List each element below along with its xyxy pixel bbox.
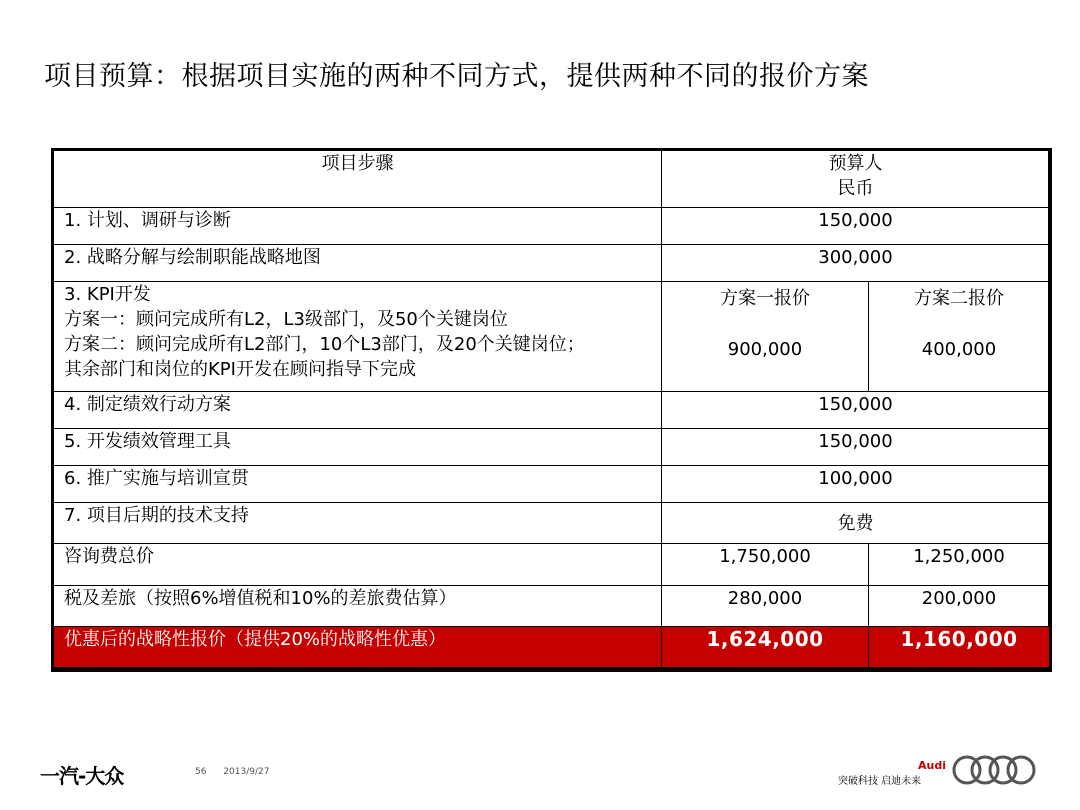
step-value: 150,000 <box>662 429 1050 466</box>
footer-date: 2013/9/27 <box>223 767 270 777</box>
header-budget-line2: 民币 <box>837 178 874 199</box>
plan2-cell <box>869 282 1050 392</box>
table-row <box>53 429 1050 466</box>
final-price-row <box>53 627 1050 668</box>
header-step: 项目步骤 <box>53 150 662 208</box>
tax-plan2: 200,000 <box>869 586 1050 627</box>
step-label: 2. 战略分解与绘制职能战略地图 <box>53 245 662 282</box>
budget-table-frame <box>51 148 1052 672</box>
plan2-label: 方案二报价 <box>914 288 1004 309</box>
audi-brand-text: Audi <box>918 759 946 772</box>
step-label: 5. 开发绩效管理工具 <box>53 429 662 466</box>
total-label: 咨询费总价 <box>53 544 662 586</box>
page-number: 56 <box>195 767 207 777</box>
step-label: 1. 计划、调研与诊断 <box>53 208 662 245</box>
audi-rings-icon <box>950 752 1038 788</box>
plan1-value: 900,000 <box>727 339 803 360</box>
header-budget-line1: 预算人 <box>828 153 883 174</box>
kpi-description <box>53 282 662 392</box>
table-row-kpi <box>53 282 1050 392</box>
header-budget <box>662 150 1050 208</box>
table-row <box>53 466 1050 503</box>
slide-title: 项目预算：根据项目实施的两种不同方式，提供两种不同的报价方案 <box>44 61 869 92</box>
plan1-cell <box>662 282 869 392</box>
plan2-value: 400,000 <box>921 339 997 360</box>
step-value: 150,000 <box>662 208 1050 245</box>
kpi-line: 方案二：顾问完成所有L2部门，10个L3部门，及20个关键岗位； <box>64 334 585 355</box>
step-value: 100,000 <box>662 466 1050 503</box>
final-label: 优惠后的战略性报价（提供20%的战略性优惠） <box>53 627 662 668</box>
table-row <box>53 208 1050 245</box>
final-plan1: 1,624,000 <box>662 627 869 668</box>
table-row <box>53 503 1050 544</box>
faw-vw-logo: 一汽-大众 <box>40 764 124 788</box>
total-row <box>53 544 1050 586</box>
step-value: 150,000 <box>662 392 1050 429</box>
table-row <box>53 245 1050 282</box>
budget-table <box>51 148 1050 668</box>
table-row <box>53 392 1050 429</box>
step-value: 免费 <box>662 503 1050 544</box>
tax-plan1: 280,000 <box>662 586 869 627</box>
kpi-line: 方案一：顾问完成所有L2，L3级部门，及50个关键岗位 <box>64 309 508 330</box>
table-header-row <box>53 150 1050 208</box>
step-label: 6. 推广实施与培训宣贯 <box>53 466 662 503</box>
step-label: 4. 制定绩效行动方案 <box>53 392 662 429</box>
final-plan2: 1,160,000 <box>869 627 1050 668</box>
step-value: 300,000 <box>662 245 1050 282</box>
plan1-label: 方案一报价 <box>720 288 810 309</box>
step-label: 7. 项目后期的技术支持 <box>53 503 662 544</box>
kpi-line: 其余部门和岗位的KPI开发在顾问指导下完成 <box>64 359 416 380</box>
audi-slogan: 突破科技 启迪未来 <box>838 776 922 787</box>
kpi-line: 3. KPI开发 <box>64 284 151 305</box>
total-plan1: 1,750,000 <box>662 544 869 586</box>
total-plan2: 1,250,000 <box>869 544 1050 586</box>
tax-label: 税及差旅（按照6%增值税和10%的差旅费估算） <box>53 586 662 627</box>
tax-row <box>53 586 1050 627</box>
footer-meta <box>195 767 283 777</box>
